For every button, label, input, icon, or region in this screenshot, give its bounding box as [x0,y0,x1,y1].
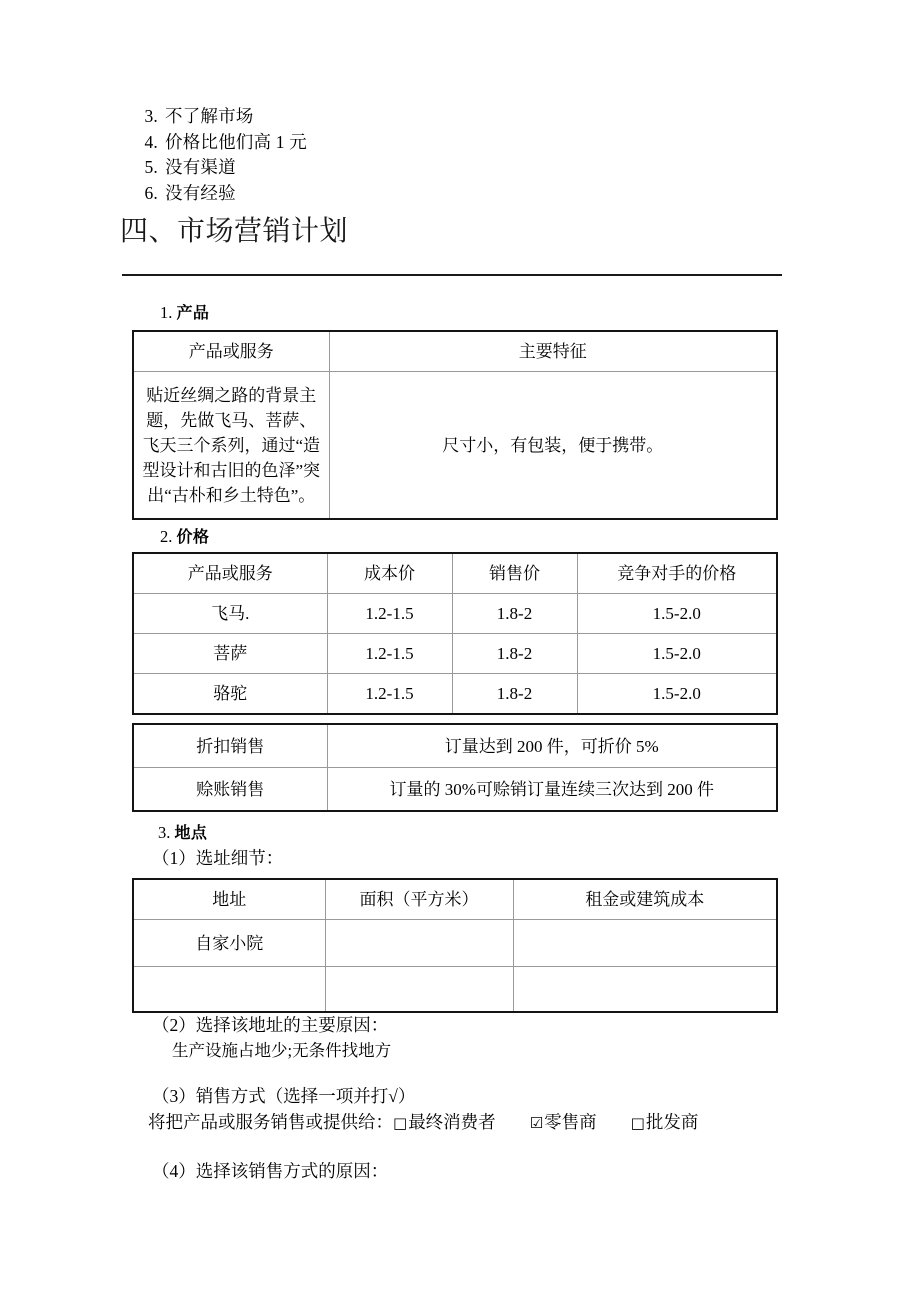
column-header: 成本价 [327,553,452,594]
sales-terms-table [132,723,778,812]
cell-product-description: 贴近丝绸之路的背景主题，先做飞马、菩萨、飞天三个系列，通过“造型设计和古旧的色泽”突出“古朴和乡土特色”。 [133,372,329,520]
reasons-list [132,104,752,206]
cell-area [325,920,513,967]
list-item-number: 5. [144,157,158,177]
cell-address: 自家小院 [133,920,325,967]
table-row [133,634,777,674]
product-table [132,330,778,520]
cell-rent-cost [513,967,777,1013]
cell-area [325,967,513,1013]
cell-term-label: 折扣销售 [133,724,327,768]
subsection-title: 价格 [176,529,210,546]
list-item [132,104,752,130]
subsection-index: 1. [160,303,173,322]
table-row [133,594,777,634]
list-item-label: 没有渠道 [165,157,236,177]
cell-sale-price: 1.8-2 [452,594,577,634]
subsection-title: 产品 [176,305,210,322]
list-item-label: 价格比他们高 1 元 [165,131,307,152]
subsection-label-product [160,303,209,324]
cell-address [133,967,325,1013]
list-item [132,181,752,207]
channel-option-wholesaler[interactable] [631,1109,699,1136]
subsection-title: 地点 [174,825,208,842]
list-item-number: 6. [144,182,158,203]
channel-option-end-consumer[interactable] [393,1109,496,1136]
cell-competitor-price: 1.5-2.0 [577,594,777,634]
subsection-label-place [158,823,207,844]
cell-cost-price: 1.2-1.5 [327,674,452,715]
column-header: 地址 [133,879,325,920]
checkbox-unchecked-icon[interactable]: □ [393,1114,408,1132]
sales-channel-prefix: 将把产品或服务销售或提供给： [148,1112,393,1132]
table-row [133,768,777,812]
cell-cost-price: 1.2-1.5 [327,594,452,634]
question-1-label: （1）选址细节： [152,848,284,868]
table-row [133,967,777,1013]
list-item [132,155,752,181]
cell-cost-price: 1.2-1.5 [327,634,452,674]
column-header: 面积（平方米） [325,879,513,920]
list-item-label: 没有经验 [165,182,236,203]
cell-product-name: 飞马. [133,594,327,634]
question-2-answer: 生产设施占地少;无条件找地方 [172,1041,392,1060]
cell-sale-price: 1.8-2 [452,674,577,715]
column-header: 销售价 [452,553,577,594]
location-table [132,878,778,1013]
subsection-index: 3. [158,823,171,842]
list-item-label: 不了解市场 [165,106,254,126]
checkbox-checked-icon[interactable]: ☑ [529,1114,544,1132]
sales-channel-row [148,1109,698,1136]
cell-term-label: 赊账销售 [133,768,327,812]
channel-option-label: 零售商 [544,1112,597,1132]
column-header: 租金或建筑成本 [513,879,777,920]
table-header-row [133,331,777,372]
cell-competitor-price: 1.5-2.0 [577,674,777,715]
cell-competitor-price: 1.5-2.0 [577,634,777,674]
table-row [133,724,777,768]
subsection-label-price [160,527,209,548]
list-item-number: 4. [144,131,158,152]
column-header: 产品或服务 [133,553,327,594]
cell-term-value: 订量的 30%可赊销订量连续三次达到 200 件 [327,768,777,812]
channel-option-label: 批发商 [645,1112,699,1132]
table-header-row [133,553,777,594]
question-2-label: （2）选择该地址的主要原因： [152,1015,389,1035]
table-row [133,372,777,520]
table-header-row [133,879,777,920]
list-item [132,130,752,156]
channel-option-retailer[interactable] [530,1109,597,1136]
question-3-label: （3）销售方式（选择一项并打√） [152,1086,416,1106]
cell-sale-price: 1.8-2 [452,634,577,674]
cell-term-value: 订量达到 200 件，可折价 5% [327,724,777,768]
cell-product-name: 菩萨 [133,634,327,674]
cell-rent-cost [513,920,777,967]
question-4-label: （4）选择该销售方式的原因： [152,1161,389,1181]
table-row [133,920,777,967]
cell-product-features: 尺寸小，有包装，便于携带。 [329,372,777,520]
channel-option-label: 最终消费者 [408,1112,496,1132]
section-heading: 四、市场营销计划 [120,215,349,246]
subsection-index: 2. [160,527,173,546]
table-row [133,674,777,715]
price-table [132,552,778,715]
column-header: 产品或服务 [133,331,329,372]
cell-product-name: 骆驼 [133,674,327,715]
checkbox-unchecked-icon[interactable]: □ [630,1114,645,1132]
column-header: 主要特征 [329,331,777,372]
column-header: 竞争对手的价格 [577,553,777,594]
list-item-number: 3. [144,106,158,126]
sales-channel-options [393,1109,698,1136]
heading-divider [122,274,782,276]
